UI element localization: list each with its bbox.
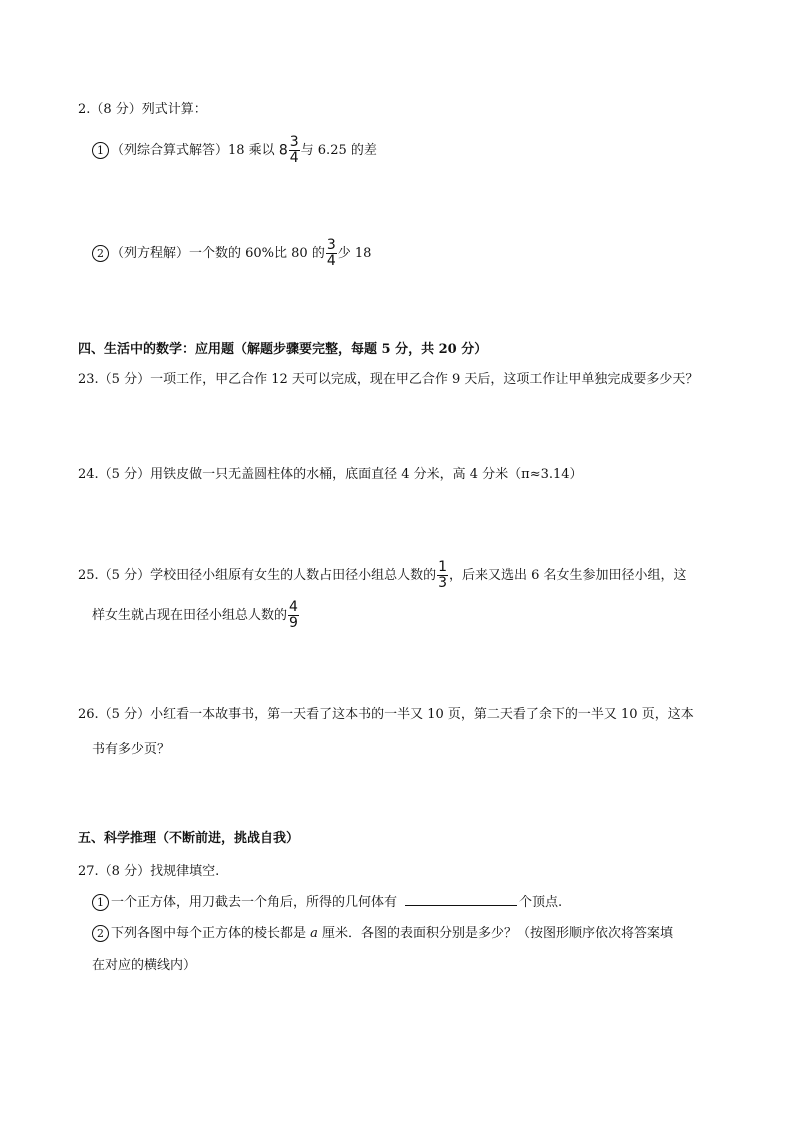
q25-frac2-num: 4 [289,599,298,615]
q27a-text-before: 一个正方体，用刀截去一个角后，所得的几何体有 [111,895,398,910]
q25-frac2-den: 9 [289,615,298,631]
q2-part-b [92,238,371,269]
q25-line-1 [78,560,687,591]
section-4-title: 四、生活中的数学：应用题（解题步骤要完整，每题 5 分，共 20 分） [78,342,488,357]
q25-line-2 [92,600,300,631]
q24-text: 24.（5 分）用铁皮做一只无盖圆柱体的水桶，底面直径 4 分米，高 4 分米（π≈3.14） [78,467,583,482]
circled-number-1: 1 [92,142,109,159]
circled-number-2: 2 [92,925,109,942]
q27b-text-after: 厘米．各图的表面积分别是多少？（按图形顺序依次将答案填 [317,926,674,941]
answer-blank[interactable] [405,891,517,906]
q25-frac1-num: 1 [438,559,447,575]
q25-fraction-1 [437,560,448,591]
q2-header: 2.（8 分）列式计算： [78,102,207,117]
q2b-frac-den: 4 [326,253,336,269]
q27-part-a [92,891,562,913]
q2-part-a [92,135,377,166]
q25-fraction-2 [288,600,299,631]
circled-number-1: 1 [92,894,109,911]
q27b-text-before: 下列各图中每个正方体的棱长都是 [111,926,311,941]
circled-number-2: 2 [92,245,109,262]
q2a-text-before: （列综合算式解答）18 乘以 [111,143,279,158]
q26-line-1: 26.（5 分）小红看一本故事书，第一天看了这本书的一半又 10 页，第二天看了余下的一半又 10 页，这本 [78,707,694,722]
q25-text-before: 25.（5 分）学校田径小组原有女生的人数占田径小组总人数的 [78,568,437,583]
q25-frac1-den: 3 [438,575,447,591]
q2a-text-after: 与 6.25 的差 [300,143,377,158]
variable-a: a [310,926,318,941]
q25-text-after: ，后来又选出 6 名女生参加田径小组，这 [449,568,687,583]
q27-part-b-line-2: 在对应的横线内） [92,958,197,973]
q2b-frac-num: 3 [326,237,336,253]
q27-part-b [92,924,673,944]
q27a-text-after: 个顶点. [519,895,563,910]
q27-header: 27.（8 分）找规律填空. [78,864,220,879]
q25-line2-text: 样女生就占现在田径小组总人数的 [92,608,288,623]
section-5-title: 五、科学推理（不断前进，挑战自我） [78,831,300,846]
q2a-fraction [289,135,300,166]
q23-text: 23.（5 分）一项工作，甲乙合作 12 天可以完成，现在甲乙合作 9 天后，这项工作让甲单独完成要多少天？ [78,372,699,387]
q2b-text-before: （列方程解）一个数的 60%比 80 的 [111,246,325,261]
q2b-text-after: 少 18 [337,246,372,261]
q2b-fraction [326,238,337,269]
q2a-mixed-whole: 8 [278,142,288,159]
q2a-frac-den: 4 [289,150,299,166]
q26-line-2: 书有多少页？ [92,742,171,757]
q2a-frac-num: 3 [289,134,299,150]
